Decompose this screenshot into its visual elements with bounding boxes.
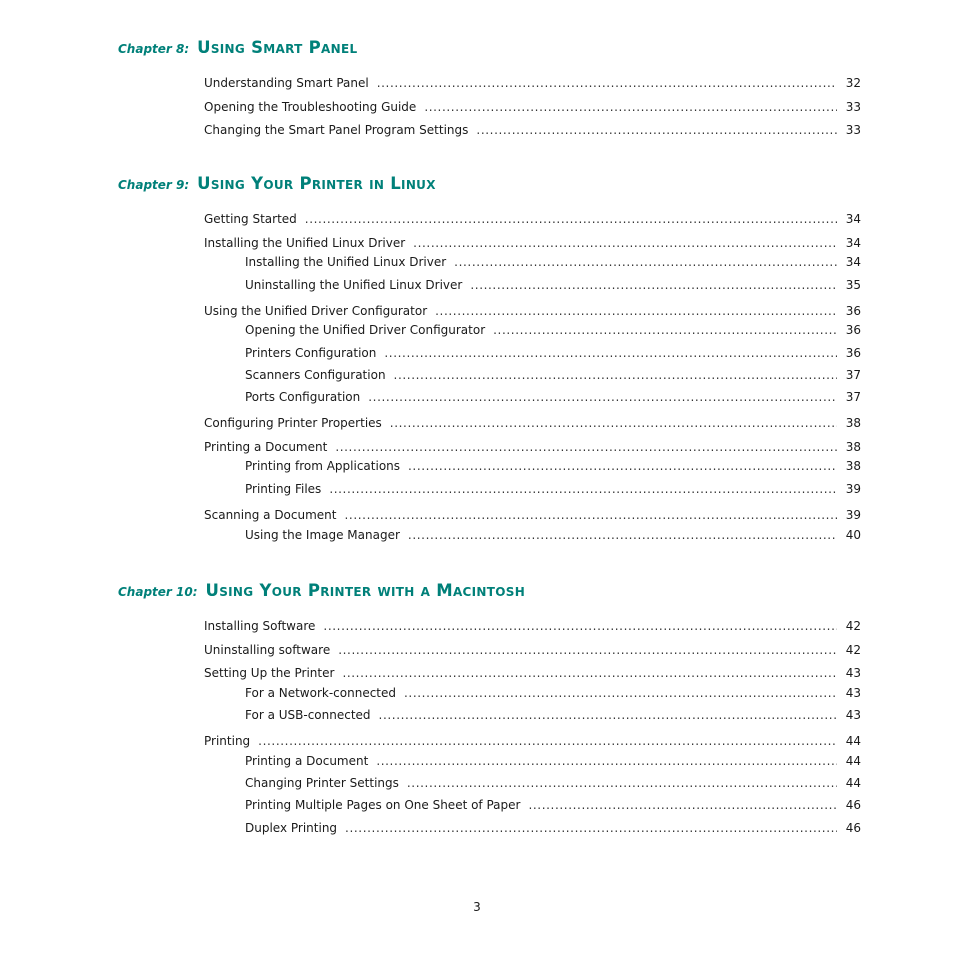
entry-title: Configuring Printer Properties (204, 416, 382, 430)
entry-page: 39 (845, 482, 861, 496)
entry-title: Printing Files (245, 482, 322, 496)
entry-page: 46 (845, 798, 861, 812)
entry-title: Opening the Troubleshooting Guide (204, 100, 417, 114)
toc-entry[interactable] (204, 100, 861, 116)
toc-entry[interactable] (245, 323, 861, 339)
chapter-title: Using Your Printer in Linux (197, 174, 436, 193)
toc-entry[interactable] (204, 304, 861, 320)
entry-page: 37 (845, 368, 861, 382)
entry-title: Printing a Document (245, 754, 369, 768)
entry-page: 36 (845, 323, 861, 337)
entry-title: Getting Started (204, 212, 297, 226)
page-number: 3 (473, 900, 481, 914)
dot-leader (335, 440, 837, 454)
dot-leader (305, 212, 837, 226)
entry-page: 40 (845, 528, 861, 542)
entry-title: Uninstalling the Unified Linux Driver (245, 278, 463, 292)
toc-entry[interactable] (204, 76, 861, 92)
chapter-title: Using Your Printer with a Macintosh (205, 581, 526, 600)
entry-page: 43 (845, 686, 861, 700)
dot-leader (338, 643, 837, 657)
entry-page: 38 (845, 459, 861, 473)
dot-leader (258, 734, 837, 748)
dot-leader (329, 482, 837, 496)
dot-leader (435, 304, 837, 318)
chapter-label: Chapter 8: (118, 42, 190, 56)
toc-entry[interactable] (204, 212, 861, 228)
toc-entry[interactable] (204, 643, 861, 659)
toc-entry[interactable] (245, 798, 861, 814)
toc-entry[interactable] (245, 390, 861, 406)
entry-page: 43 (845, 708, 861, 722)
entry-title: For a Network-connected (245, 686, 397, 700)
dot-leader (528, 798, 837, 812)
dot-leader (408, 528, 837, 542)
entry-title: Ports Configuration (245, 390, 361, 404)
chapter-heading (118, 174, 436, 196)
chapter-heading (118, 581, 525, 603)
entry-title: Printing Multiple Pages on One Sheet of Paper (245, 798, 521, 812)
entry-page: 37 (845, 390, 861, 404)
entry-page: 44 (845, 754, 861, 768)
entry-title: Scanning a Document (204, 508, 337, 522)
toc-entry[interactable] (245, 368, 861, 384)
toc-entry[interactable] (245, 346, 861, 362)
dot-leader (384, 346, 837, 360)
entry-page: 34 (845, 236, 861, 250)
entry-title: Opening the Unified Driver Configurator (245, 323, 486, 337)
entry-title: Printing (204, 734, 251, 748)
entry-title: Printing a Document (204, 440, 328, 454)
entry-title: Installing the Unified Linux Driver (204, 236, 406, 250)
toc-entry[interactable] (204, 666, 861, 682)
toc-entry[interactable] (245, 255, 861, 271)
entry-page: 39 (845, 508, 861, 522)
toc-entry[interactable] (245, 482, 861, 498)
dot-leader (368, 390, 837, 404)
dot-leader (390, 416, 837, 430)
entry-title: Duplex Printing (245, 821, 338, 835)
dot-leader (476, 123, 837, 137)
toc-entry[interactable] (204, 416, 861, 432)
dot-leader (377, 76, 837, 90)
dot-leader (470, 278, 837, 292)
toc-entry[interactable] (204, 236, 861, 252)
entry-title: Using the Unified Driver Configurator (204, 304, 428, 318)
toc-entry[interactable] (245, 776, 861, 792)
entry-page: 36 (845, 304, 861, 318)
entry-title: Changing the Smart Panel Program Settings (204, 123, 469, 137)
entry-page: 33 (845, 123, 861, 137)
toc-entry[interactable] (204, 123, 861, 139)
chapter-title: Using Smart Panel (197, 38, 358, 57)
toc-entry[interactable] (204, 619, 861, 635)
entry-page: 43 (845, 666, 861, 680)
dot-leader (407, 776, 837, 790)
toc-entry[interactable] (245, 278, 861, 294)
dot-leader (454, 255, 837, 269)
entry-title: Setting Up the Printer (204, 666, 335, 680)
entry-title: Using the Image Manager (245, 528, 400, 542)
entry-title: Changing Printer Settings (245, 776, 399, 790)
entry-page: 38 (845, 440, 861, 454)
entry-page: 34 (845, 255, 861, 269)
dot-leader (342, 666, 837, 680)
entry-title: Understanding Smart Panel (204, 76, 369, 90)
toc-entry[interactable] (245, 708, 861, 724)
entry-title: Printers Configuration (245, 346, 377, 360)
entry-page: 32 (845, 76, 861, 90)
entry-title: Installing Software (204, 619, 316, 633)
dot-leader (394, 368, 837, 382)
entry-title: Installing the Unified Linux Driver (245, 255, 447, 269)
entry-title: Scanners Configuration (245, 368, 386, 382)
dot-leader (345, 508, 838, 522)
toc-entry[interactable] (245, 821, 861, 837)
dot-leader (413, 236, 837, 250)
entry-page: 33 (845, 100, 861, 114)
dot-leader (376, 754, 837, 768)
toc-entry[interactable] (245, 528, 861, 544)
dot-leader (408, 459, 837, 473)
toc-entry[interactable] (204, 440, 861, 456)
dot-leader (493, 323, 837, 337)
dot-leader (379, 708, 837, 722)
entry-title: Printing from Applications (245, 459, 401, 473)
toc-entry[interactable] (204, 508, 861, 524)
entry-page: 34 (845, 212, 861, 226)
chapter-label: Chapter 10: (118, 585, 198, 599)
toc-entry[interactable] (245, 686, 861, 702)
toc-entry[interactable] (245, 459, 861, 475)
toc-entry[interactable] (204, 734, 861, 750)
dot-leader (345, 821, 837, 835)
chapter-label: Chapter 9: (118, 178, 190, 192)
entry-page: 42 (845, 619, 861, 633)
entry-page: 44 (845, 776, 861, 790)
entry-page: 42 (845, 643, 861, 657)
toc-entry[interactable] (245, 754, 861, 770)
entry-title: Uninstalling software (204, 643, 331, 657)
dot-leader (323, 619, 837, 633)
entry-page: 35 (845, 278, 861, 292)
dot-leader (404, 686, 837, 700)
entry-page: 46 (845, 821, 861, 835)
entry-page: 38 (845, 416, 861, 430)
entry-title: For a USB-connected (245, 708, 371, 722)
dot-leader (424, 100, 837, 114)
entry-page: 44 (845, 734, 861, 748)
entry-page: 36 (845, 346, 861, 360)
chapter-heading (118, 38, 357, 60)
